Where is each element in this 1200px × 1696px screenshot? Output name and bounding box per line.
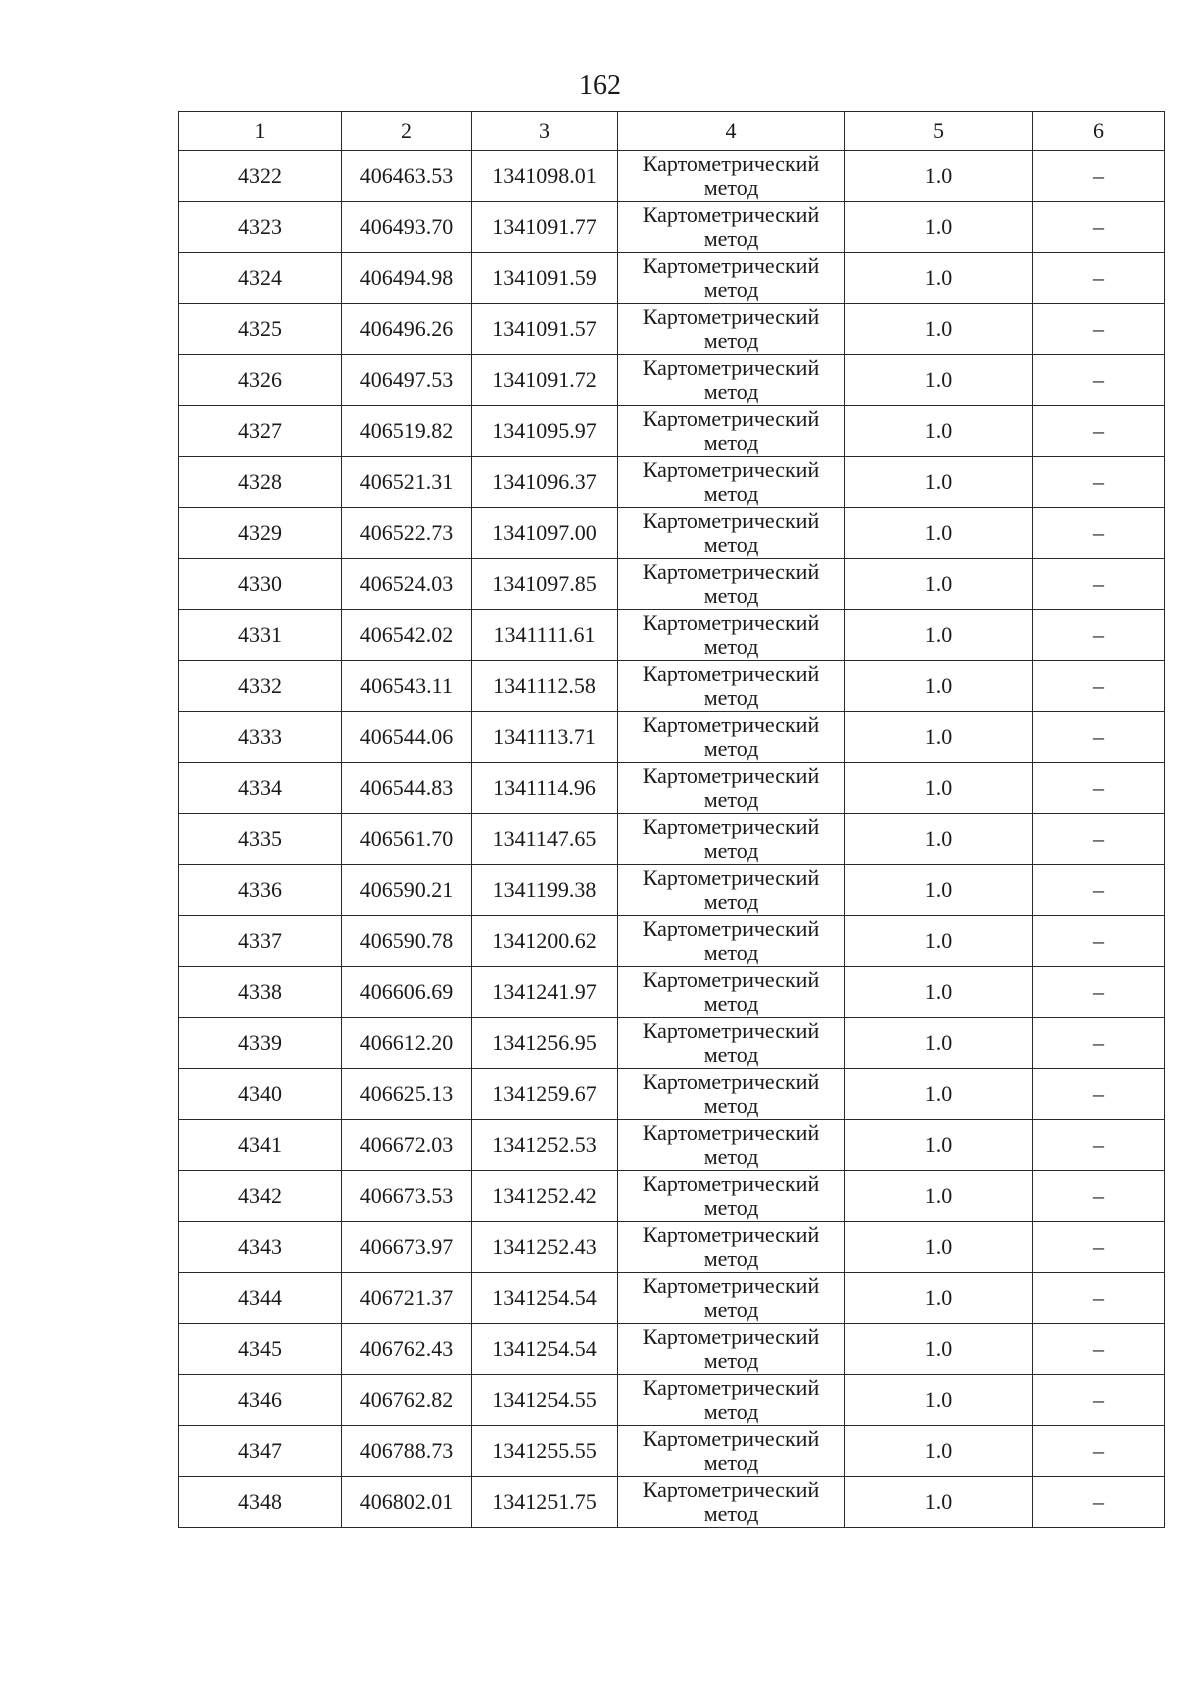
y-coordinate-cell: 1341252.42 <box>472 1171 618 1222</box>
x-coordinate-cell: 406762.82 <box>342 1375 472 1426</box>
method-line-1: Картометрический <box>642 355 820 380</box>
accuracy-cell: 1.0 <box>845 1120 1033 1171</box>
x-coordinate-cell: 406524.03 <box>342 559 472 610</box>
page-number: 162 <box>579 70 621 101</box>
accuracy-cell: 1.0 <box>845 559 1033 610</box>
method-cell <box>618 253 845 304</box>
x-coordinate-cell: 406463.53 <box>342 151 472 202</box>
method-line-1: Картометрический <box>642 1171 820 1196</box>
x-coordinate-cell: 406561.70 <box>342 814 472 865</box>
point-number-cell: 4322 <box>179 151 342 202</box>
y-coordinate-cell: 1341111.61 <box>472 610 618 661</box>
note-cell: – <box>1033 763 1165 814</box>
accuracy-cell: 1.0 <box>845 1171 1033 1222</box>
point-number-cell: 4344 <box>179 1273 342 1324</box>
x-coordinate-cell: 406543.11 <box>342 661 472 712</box>
note-cell: – <box>1033 1477 1165 1528</box>
table-body <box>179 151 1165 1528</box>
method-line-2: метод <box>703 991 759 1016</box>
x-coordinate-cell: 406625.13 <box>342 1069 472 1120</box>
accuracy-cell: 1.0 <box>845 406 1033 457</box>
x-coordinate-cell: 406672.03 <box>342 1120 472 1171</box>
y-coordinate-cell: 1341254.55 <box>472 1375 618 1426</box>
method-cell <box>618 151 845 202</box>
method-line-1: Картометрический <box>642 865 820 890</box>
method-line-2: метод <box>703 736 759 761</box>
column-header-5: 5 <box>845 112 1033 151</box>
method-line-2: метод <box>703 838 759 863</box>
y-coordinate-cell: 1341241.97 <box>472 967 618 1018</box>
x-coordinate-cell: 406802.01 <box>342 1477 472 1528</box>
y-coordinate-cell: 1341097.85 <box>472 559 618 610</box>
table-row <box>179 967 1165 1018</box>
method-line-1: Картометрический <box>642 661 820 686</box>
note-cell: – <box>1033 661 1165 712</box>
method-cell <box>618 814 845 865</box>
method-cell <box>618 1018 845 1069</box>
accuracy-cell: 1.0 <box>845 1222 1033 1273</box>
y-coordinate-cell: 1341095.97 <box>472 406 618 457</box>
y-coordinate-cell: 1341113.71 <box>472 712 618 763</box>
table-row <box>179 814 1165 865</box>
table-row <box>179 1120 1165 1171</box>
table-row <box>179 508 1165 559</box>
method-cell <box>618 1069 845 1120</box>
note-cell: – <box>1033 967 1165 1018</box>
table-row <box>179 202 1165 253</box>
method-line-1: Картометрический <box>642 1477 820 1502</box>
method-cell <box>618 1222 845 1273</box>
method-line-1: Картометрический <box>642 1018 820 1043</box>
column-header-3: 3 <box>472 112 618 151</box>
x-coordinate-cell: 406762.43 <box>342 1324 472 1375</box>
method-cell <box>618 712 845 763</box>
method-line-2: метод <box>703 1246 759 1271</box>
point-number-cell: 4329 <box>179 508 342 559</box>
method-line-1: Картометрический <box>642 1222 820 1247</box>
column-header-2: 2 <box>342 112 472 151</box>
table-row <box>179 712 1165 763</box>
note-cell: – <box>1033 1171 1165 1222</box>
column-header-6: 6 <box>1033 112 1165 151</box>
method-line-1: Картометрический <box>642 1273 820 1298</box>
accuracy-cell: 1.0 <box>845 1069 1033 1120</box>
x-coordinate-cell: 406673.53 <box>342 1171 472 1222</box>
method-cell <box>618 610 845 661</box>
point-number-cell: 4336 <box>179 865 342 916</box>
point-number-cell: 4338 <box>179 967 342 1018</box>
point-number-cell: 4347 <box>179 1426 342 1477</box>
accuracy-cell: 1.0 <box>845 202 1033 253</box>
method-line-2: метод <box>703 889 759 914</box>
accuracy-cell: 1.0 <box>845 1375 1033 1426</box>
y-coordinate-cell: 1341097.00 <box>472 508 618 559</box>
note-cell: – <box>1033 610 1165 661</box>
y-coordinate-cell: 1341091.57 <box>472 304 618 355</box>
table-row <box>179 661 1165 712</box>
point-number-cell: 4332 <box>179 661 342 712</box>
point-number-cell: 4342 <box>179 1171 342 1222</box>
method-line-1: Картометрический <box>642 1375 820 1400</box>
method-cell <box>618 406 845 457</box>
method-cell <box>618 304 845 355</box>
method-line-2: метод <box>703 277 759 302</box>
table-row <box>179 1273 1165 1324</box>
x-coordinate-cell: 406788.73 <box>342 1426 472 1477</box>
point-number-cell: 4335 <box>179 814 342 865</box>
point-number-cell: 4343 <box>179 1222 342 1273</box>
method-line-1: Картометрический <box>642 1324 820 1349</box>
table-row <box>179 1171 1165 1222</box>
method-cell <box>618 355 845 406</box>
note-cell: – <box>1033 1375 1165 1426</box>
table-row <box>179 253 1165 304</box>
method-line-2: метод <box>703 175 759 200</box>
note-cell: – <box>1033 1120 1165 1171</box>
note-cell: – <box>1033 253 1165 304</box>
table-row <box>179 304 1165 355</box>
table-row <box>179 1324 1165 1375</box>
method-cell <box>618 559 845 610</box>
method-line-1: Картометрический <box>642 763 820 788</box>
accuracy-cell: 1.0 <box>845 610 1033 661</box>
accuracy-cell: 1.0 <box>845 712 1033 763</box>
table-row <box>179 763 1165 814</box>
point-number-cell: 4334 <box>179 763 342 814</box>
note-cell: – <box>1033 1273 1165 1324</box>
method-cell <box>618 967 845 1018</box>
point-number-cell: 4325 <box>179 304 342 355</box>
y-coordinate-cell: 1341252.53 <box>472 1120 618 1171</box>
method-line-1: Картометрический <box>642 916 820 941</box>
accuracy-cell: 1.0 <box>845 865 1033 916</box>
method-line-1: Картометрический <box>642 814 820 839</box>
point-number-cell: 4330 <box>179 559 342 610</box>
method-line-1: Картометрический <box>642 712 820 737</box>
accuracy-cell: 1.0 <box>845 457 1033 508</box>
accuracy-cell: 1.0 <box>845 1426 1033 1477</box>
table-row <box>179 355 1165 406</box>
method-line-2: метод <box>703 430 759 455</box>
header-row <box>179 112 1165 151</box>
method-cell <box>618 1375 845 1426</box>
note-cell: – <box>1033 1069 1165 1120</box>
table-row <box>179 916 1165 967</box>
method-cell <box>618 457 845 508</box>
table-row <box>179 610 1165 661</box>
method-line-2: метод <box>703 1144 759 1169</box>
method-cell <box>618 1273 845 1324</box>
point-number-cell: 4346 <box>179 1375 342 1426</box>
point-number-cell: 4327 <box>179 406 342 457</box>
x-coordinate-cell: 406590.78 <box>342 916 472 967</box>
note-cell: – <box>1033 1426 1165 1477</box>
method-cell <box>618 202 845 253</box>
method-line-1: Картометрический <box>642 508 820 533</box>
method-line-2: метод <box>703 379 759 404</box>
x-coordinate-cell: 406522.73 <box>342 508 472 559</box>
x-coordinate-cell: 406494.98 <box>342 253 472 304</box>
note-cell: – <box>1033 559 1165 610</box>
table-row <box>179 1222 1165 1273</box>
method-cell <box>618 661 845 712</box>
note-cell: – <box>1033 814 1165 865</box>
method-line-1: Картометрический <box>642 610 820 635</box>
y-coordinate-cell: 1341114.96 <box>472 763 618 814</box>
accuracy-cell: 1.0 <box>845 1273 1033 1324</box>
y-coordinate-cell: 1341091.72 <box>472 355 618 406</box>
method-line-1: Картометрический <box>642 253 820 278</box>
table-row <box>179 1069 1165 1120</box>
note-cell: – <box>1033 712 1165 763</box>
table-row <box>179 1477 1165 1528</box>
method-line-2: метод <box>703 1399 759 1424</box>
x-coordinate-cell: 406606.69 <box>342 967 472 1018</box>
accuracy-cell: 1.0 <box>845 661 1033 712</box>
method-line-2: метод <box>703 634 759 659</box>
accuracy-cell: 1.0 <box>845 151 1033 202</box>
accuracy-cell: 1.0 <box>845 814 1033 865</box>
method-line-1: Картометрический <box>642 559 820 584</box>
method-line-2: метод <box>703 226 759 251</box>
method-line-2: метод <box>703 583 759 608</box>
x-coordinate-cell: 406544.83 <box>342 763 472 814</box>
method-cell <box>618 1120 845 1171</box>
method-line-2: метод <box>703 481 759 506</box>
method-line-1: Картометрический <box>642 151 820 176</box>
method-line-1: Картометрический <box>642 304 820 329</box>
method-line-1: Картометрический <box>642 406 820 431</box>
point-number-cell: 4324 <box>179 253 342 304</box>
coordinates-table <box>178 111 1165 1528</box>
method-cell <box>618 1477 845 1528</box>
method-line-2: метод <box>703 1042 759 1067</box>
note-cell: – <box>1033 202 1165 253</box>
y-coordinate-cell: 1341147.65 <box>472 814 618 865</box>
note-cell: – <box>1033 355 1165 406</box>
column-header-1: 1 <box>179 112 342 151</box>
note-cell: – <box>1033 406 1165 457</box>
table-row <box>179 1426 1165 1477</box>
accuracy-cell: 1.0 <box>845 916 1033 967</box>
method-line-2: метод <box>703 1093 759 1118</box>
method-cell <box>618 865 845 916</box>
note-cell: – <box>1033 1018 1165 1069</box>
x-coordinate-cell: 406519.82 <box>342 406 472 457</box>
table-row <box>179 865 1165 916</box>
method-cell <box>618 1171 845 1222</box>
table-row <box>179 1018 1165 1069</box>
table-row <box>179 559 1165 610</box>
x-coordinate-cell: 406544.06 <box>342 712 472 763</box>
accuracy-cell: 1.0 <box>845 1477 1033 1528</box>
table-row <box>179 1375 1165 1426</box>
note-cell: – <box>1033 304 1165 355</box>
method-line-1: Картометрический <box>642 1069 820 1094</box>
y-coordinate-cell: 1341091.59 <box>472 253 618 304</box>
accuracy-cell: 1.0 <box>845 253 1033 304</box>
point-number-cell: 4341 <box>179 1120 342 1171</box>
method-cell <box>618 508 845 559</box>
y-coordinate-cell: 1341254.54 <box>472 1324 618 1375</box>
y-coordinate-cell: 1341256.95 <box>472 1018 618 1069</box>
y-coordinate-cell: 1341112.58 <box>472 661 618 712</box>
y-coordinate-cell: 1341255.55 <box>472 1426 618 1477</box>
x-coordinate-cell: 406496.26 <box>342 304 472 355</box>
y-coordinate-cell: 1341200.62 <box>472 916 618 967</box>
accuracy-cell: 1.0 <box>845 763 1033 814</box>
accuracy-cell: 1.0 <box>845 1018 1033 1069</box>
note-cell: – <box>1033 1324 1165 1375</box>
note-cell: – <box>1033 508 1165 559</box>
accuracy-cell: 1.0 <box>845 967 1033 1018</box>
method-cell <box>618 1426 845 1477</box>
method-line-1: Картометрический <box>642 1426 820 1451</box>
point-number-cell: 4331 <box>179 610 342 661</box>
y-coordinate-cell: 1341252.43 <box>472 1222 618 1273</box>
y-coordinate-cell: 1341098.01 <box>472 151 618 202</box>
note-cell: – <box>1033 865 1165 916</box>
y-coordinate-cell: 1341096.37 <box>472 457 618 508</box>
accuracy-cell: 1.0 <box>845 355 1033 406</box>
table-row <box>179 406 1165 457</box>
point-number-cell: 4337 <box>179 916 342 967</box>
method-line-1: Картометрический <box>642 1120 820 1145</box>
table-row <box>179 457 1165 508</box>
method-cell <box>618 916 845 967</box>
point-number-cell: 4333 <box>179 712 342 763</box>
x-coordinate-cell: 406493.70 <box>342 202 472 253</box>
accuracy-cell: 1.0 <box>845 1324 1033 1375</box>
point-number-cell: 4340 <box>179 1069 342 1120</box>
note-cell: – <box>1033 151 1165 202</box>
method-line-2: метод <box>703 1297 759 1322</box>
x-coordinate-cell: 406590.21 <box>342 865 472 916</box>
accuracy-cell: 1.0 <box>845 508 1033 559</box>
y-coordinate-cell: 1341199.38 <box>472 865 618 916</box>
column-header-4: 4 <box>618 112 845 151</box>
point-number-cell: 4326 <box>179 355 342 406</box>
table-header <box>179 112 1165 151</box>
method-line-2: метод <box>703 787 759 812</box>
x-coordinate-cell: 406542.02 <box>342 610 472 661</box>
point-number-cell: 4345 <box>179 1324 342 1375</box>
note-cell: – <box>1033 1222 1165 1273</box>
method-line-2: метод <box>703 940 759 965</box>
x-coordinate-cell: 406521.31 <box>342 457 472 508</box>
y-coordinate-cell: 1341254.54 <box>472 1273 618 1324</box>
method-line-2: метод <box>703 1450 759 1475</box>
note-cell: – <box>1033 916 1165 967</box>
method-cell <box>618 763 845 814</box>
method-line-2: метод <box>703 1348 759 1373</box>
table-row <box>179 151 1165 202</box>
y-coordinate-cell: 1341251.75 <box>472 1477 618 1528</box>
method-line-1: Картометрический <box>642 967 820 992</box>
point-number-cell: 4348 <box>179 1477 342 1528</box>
method-cell <box>618 1324 845 1375</box>
method-line-2: метод <box>703 1195 759 1220</box>
x-coordinate-cell: 406612.20 <box>342 1018 472 1069</box>
method-line-2: метод <box>703 685 759 710</box>
method-line-2: метод <box>703 328 759 353</box>
x-coordinate-cell: 406497.53 <box>342 355 472 406</box>
method-line-1: Картометрический <box>642 202 820 227</box>
y-coordinate-cell: 1341091.77 <box>472 202 618 253</box>
x-coordinate-cell: 406721.37 <box>342 1273 472 1324</box>
method-line-1: Картометрический <box>642 457 820 482</box>
point-number-cell: 4323 <box>179 202 342 253</box>
note-cell: – <box>1033 457 1165 508</box>
method-line-2: метод <box>703 532 759 557</box>
point-number-cell: 4328 <box>179 457 342 508</box>
x-coordinate-cell: 406673.97 <box>342 1222 472 1273</box>
accuracy-cell: 1.0 <box>845 304 1033 355</box>
y-coordinate-cell: 1341259.67 <box>472 1069 618 1120</box>
point-number-cell: 4339 <box>179 1018 342 1069</box>
method-line-2: метод <box>703 1501 759 1526</box>
